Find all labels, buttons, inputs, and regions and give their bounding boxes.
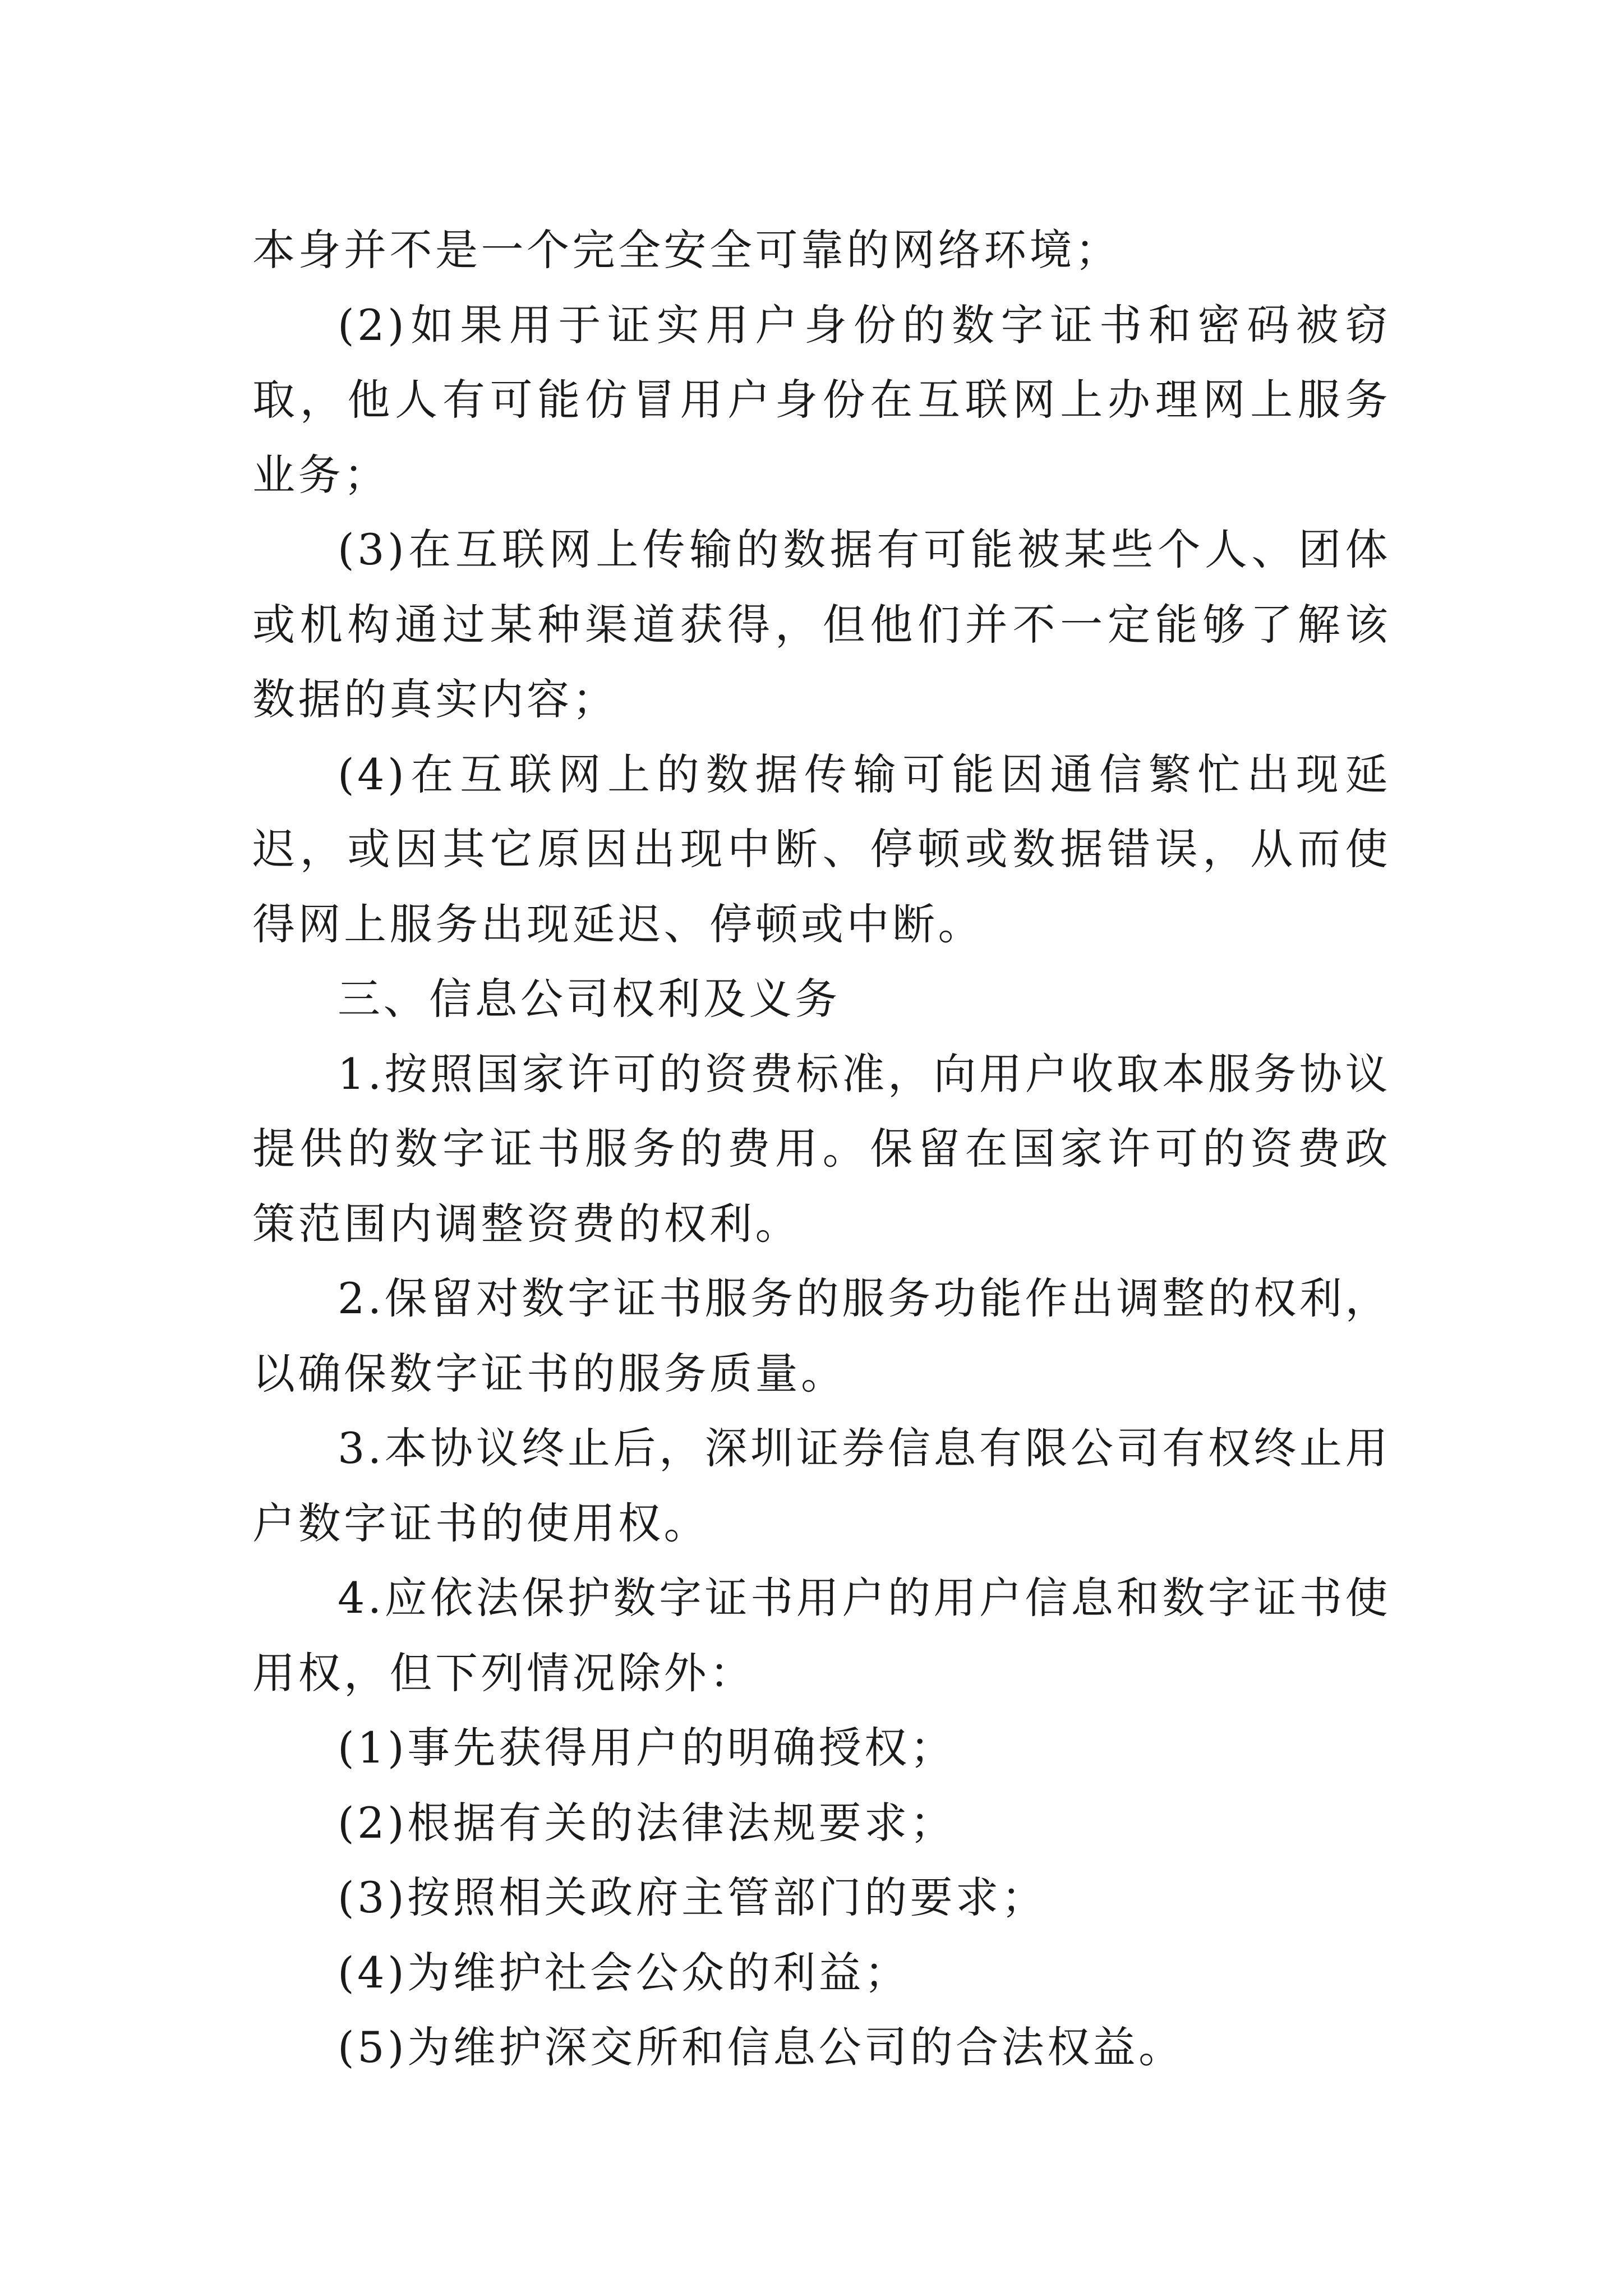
- exception-item-5: (5)为维护深交所和信息公司的合法权益。: [338, 2022, 1184, 2072]
- exception-item-2: (2)根据有关的法律法规要求；: [338, 1797, 956, 1848]
- paragraph-item-1: 1.按照国家许可的资费标准，向用户收取本服务协议提供的数字证书服务的费用。保留在国家许可的资费政策范围内调整资费的权利。: [252, 1048, 1391, 1249]
- section-heading: 三、信息公司权利及义务: [338, 974, 841, 1024]
- exception-item-4: (4)为维护社会公众的利益；: [338, 1947, 910, 1998]
- paragraph-continuation: 本身并不是一个完全安全可靠的网络环境；: [252, 225, 1121, 275]
- paragraph-risk-3: (3)在互联网上传输的数据有可能被某些个人、团体或机构通过某种渠道获得，但他们并不一定能够了解该数据的真实内容；: [252, 524, 1391, 724]
- paragraph-risk-4: (4)在互联网上的数据传输可能因通信繁忙出现延迟，或因其它原因出现中断、停顿或数据错误，从而使得网上服务出现延迟、停顿或中断。: [252, 749, 1391, 949]
- paragraph-item-2: 2.保留对数字证书服务的服务功能作出调整的权利，以确保数字证书的服务质量。: [252, 1273, 1391, 1398]
- exception-item-3: (3)按照相关政府主管部门的要求；: [338, 1872, 1048, 1922]
- paragraph-item-3: 3.本协议终止后，深圳证券信息有限公司有权终止用户数字证书的使用权。: [252, 1423, 1391, 1548]
- exception-item-1: (1)事先获得用户的明确授权；: [338, 1723, 956, 1773]
- document-page: [252, 213, 1391, 2085]
- paragraph-risk-2: (2)如果用于证实用户身份的数字证书和密码被窃取，他人有可能仿冒用户身份在互联网上办理网上服务业务；: [252, 300, 1391, 500]
- paragraph-item-4: 4.应依法保护数字证书用户的用户信息和数字证书使用权，但下列情况除外：: [252, 1573, 1391, 1698]
